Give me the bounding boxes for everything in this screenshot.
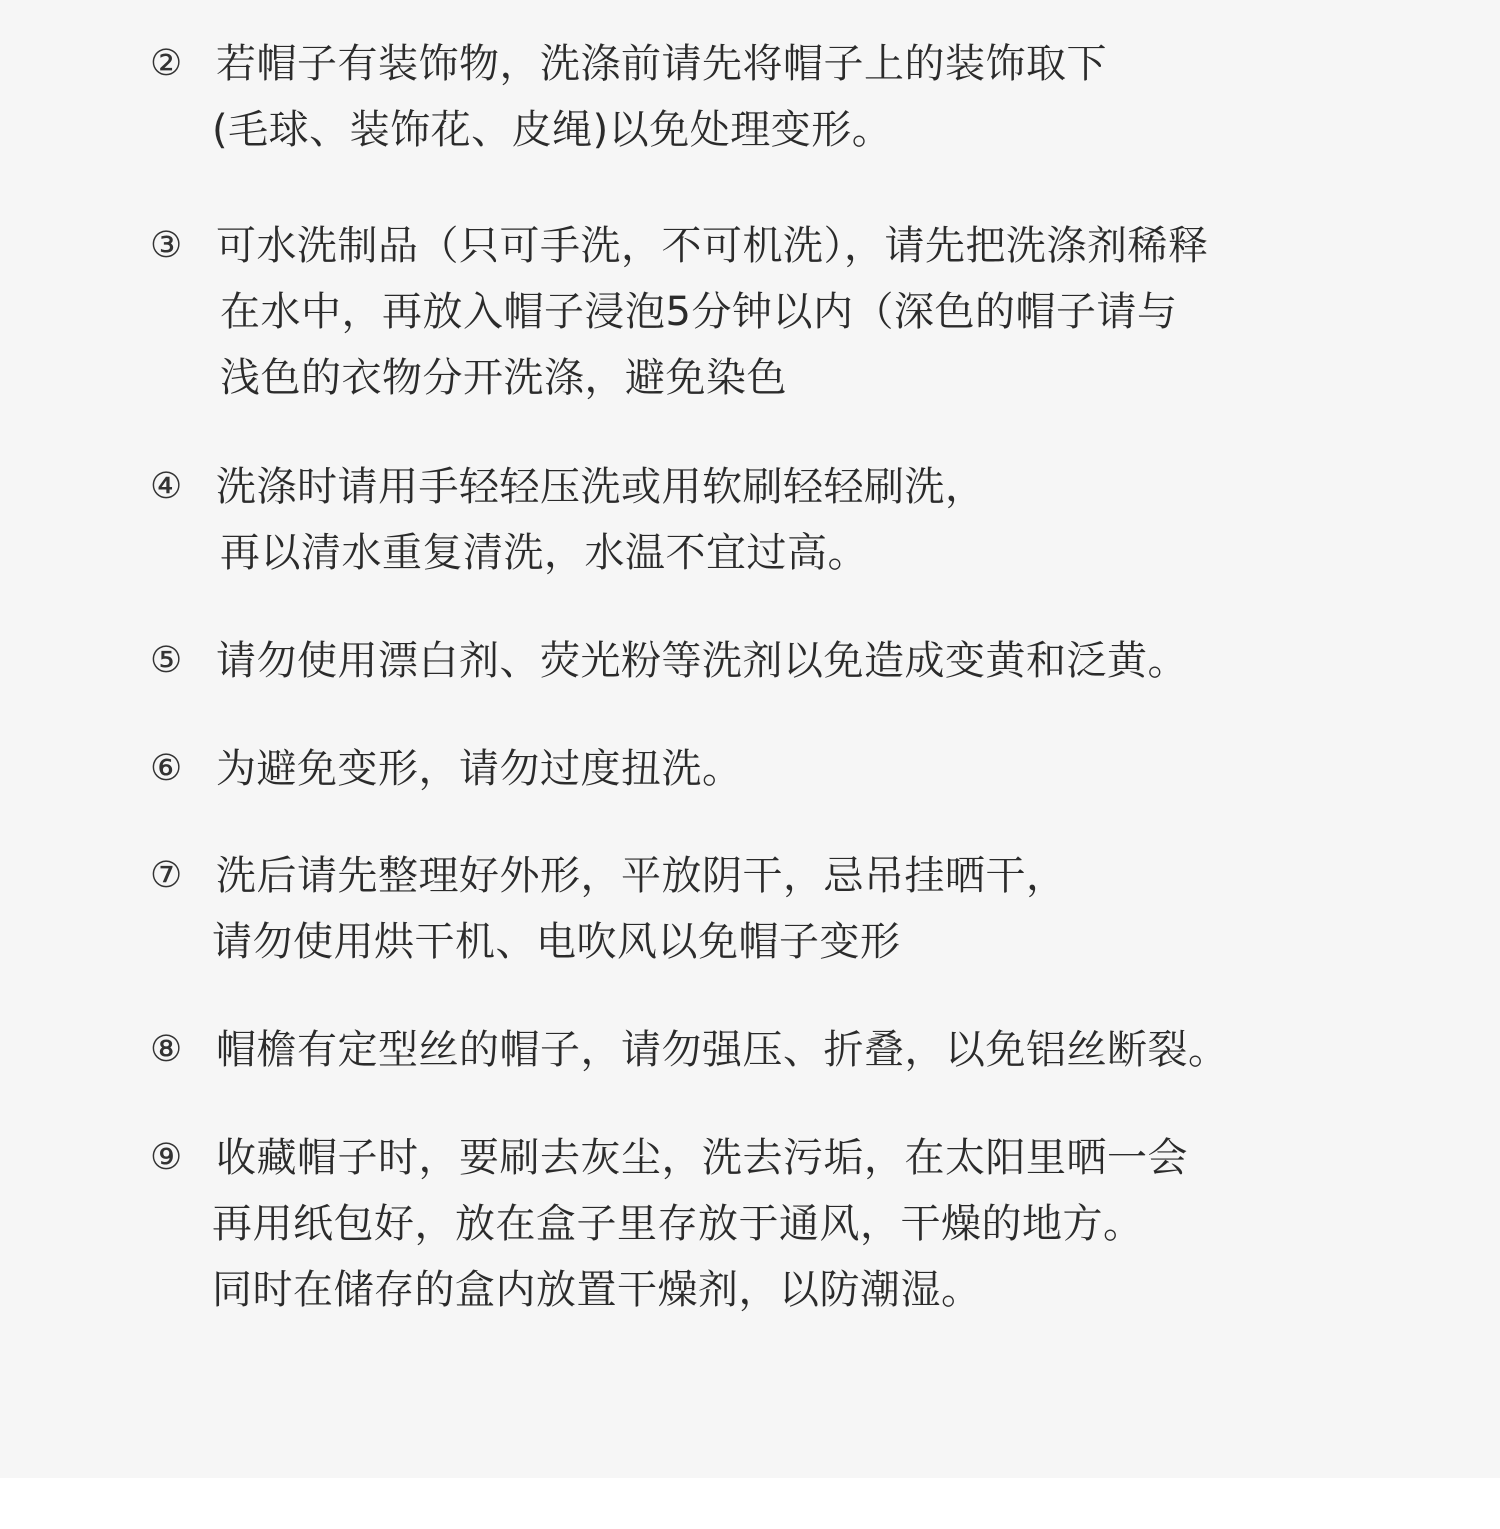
instruction-line: 再用纸包好，放在盒子里存放于通风，干燥的地方。 [212,1201,1144,1247]
instruction-line: 浅色的衣物分开洗涤，避免染色 [220,355,787,401]
instruction-line: 再以清水重复清洗，水温不宜过高。 [220,530,868,576]
item-marker: ② [150,43,183,84]
instruction-line: 请勿使用漂白剂、荧光粉等洗剂以免造成变黄和泛黄。 [216,638,1188,684]
item-marker: ⑨ [150,1137,183,1178]
instruction-line: 洗涤时请用手轻轻压洗或用软刷轻轻刷洗， [216,464,986,510]
item-marker: ③ [150,225,183,266]
instruction-line: 帽檐有定型丝的帽子，请勿强压、折叠，以免铝丝断裂。 [216,1027,1229,1073]
instruction-line: 请勿使用烘干机、电吹风以免帽子变形 [212,919,901,965]
instruction-line: 若帽子有装饰物，洗涤前请先将帽子上的装饰取下 [216,41,1107,87]
instruction-line: 同时在储存的盒内放置干燥剂，以防潮湿。 [212,1267,982,1313]
instruction-line: 收藏帽子时，要刷去灰尘，洗去污垢，在太阳里晒一会 [216,1135,1188,1181]
item-marker: ⑧ [150,1029,183,1070]
instruction-line: 在水中，再放入帽子浸泡5分钟以内（深色的帽子请与 [220,289,1178,335]
item-marker: ⑦ [150,855,183,896]
instruction-line: 为避免变形，请勿过度扭洗。 [216,746,743,792]
instruction-line: 洗后请先整理好外形，平放阴干，忌吊挂晒干， [216,853,1067,899]
item-marker: ⑤ [150,640,183,681]
instruction-line: (毛球、装饰花、皮绳)以免处理变形。 [212,107,893,153]
instruction-line: 可水洗制品（只可手洗，不可机洗），请先把洗涤剂稀释 [216,223,1209,269]
item-marker: ④ [150,466,183,507]
item-marker: ⑥ [150,748,183,789]
